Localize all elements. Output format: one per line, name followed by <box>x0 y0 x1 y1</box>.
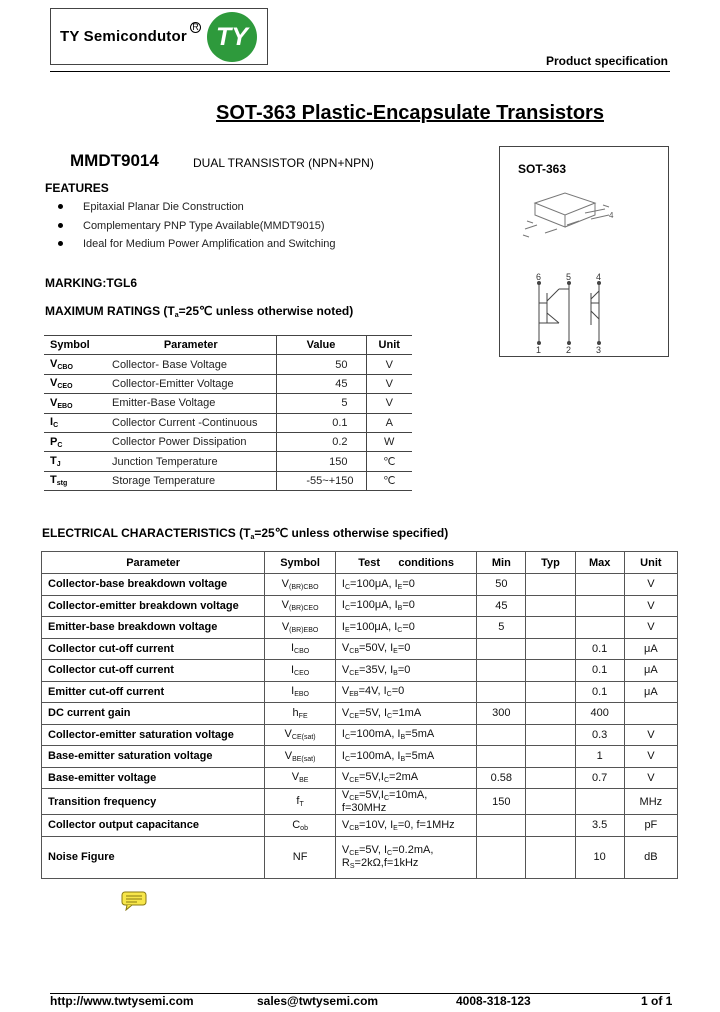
symbol-cell: $V_{(BR)CEO}$ <box>265 595 336 617</box>
table-row <box>42 660 678 682</box>
max-cell: 400 <box>575 703 624 725</box>
column-header: Min <box>477 552 526 574</box>
test-conditions-cell: $V_{CE}=35V$, $I_B=0$ <box>335 660 476 682</box>
product-specification-label: Product specification <box>545 54 668 68</box>
test-conditions-cell: $V_{CB}=10V$, $I_E=0$, f=1MHz <box>335 815 476 837</box>
typ-cell <box>526 574 575 596</box>
package-outline-icon <box>523 193 609 237</box>
unit-cell: pF <box>624 815 677 837</box>
test-conditions-cell: $I_E=100\mu A$, $I_C=0$ <box>335 617 476 639</box>
test-conditions-cell: $V_{CB}=50V$, $I_E=0$ <box>335 638 476 660</box>
unit-cell: μA <box>624 660 677 682</box>
parameter-cell: Collector output capacitance <box>42 815 265 837</box>
parameter-cell: Collector-emitter breakdown voltage <box>42 595 265 617</box>
table-row <box>42 767 678 789</box>
test-conditions-cell: $V_{CE}=5V,I_C=2mA$ <box>335 767 476 789</box>
max-cell: 0.7 <box>575 767 624 789</box>
symbol-cell: $I_{CEO}$ <box>265 660 336 682</box>
header-divider <box>50 71 670 72</box>
min-cell <box>477 681 526 703</box>
transistor-schematic-icon <box>539 283 599 345</box>
unit-cell: V <box>624 574 677 596</box>
max-cell <box>575 617 624 639</box>
table-row <box>42 638 678 660</box>
unit-cell: μA <box>624 638 677 660</box>
typ-cell <box>526 767 575 789</box>
parameter-cell: Collector-base breakdown voltage <box>42 574 265 596</box>
unit-cell: μA <box>624 681 677 703</box>
min-cell: 0.58 <box>477 767 526 789</box>
electrical-characteristics-heading: ELECTRICAL CHARACTERISTICS ($T_a=25℃$ unless otherwise specified) <box>42 526 449 541</box>
table-row: $V_{CBO}$ Collector- Base Voltage 50 V <box>44 355 412 374</box>
column-header: Typ <box>526 552 575 574</box>
table-row: $V_{CEO}$ Collector-Emitter Voltage 45 V <box>44 374 412 393</box>
min-cell: 150 <box>477 789 526 815</box>
parameter-cell: Emitter cut-off current <box>42 681 265 703</box>
max-cell: 1 <box>575 746 624 768</box>
test-conditions-cell: $V_{CE}=5V,I_C=10mA$, f=30MHz <box>335 789 476 815</box>
max-cell: 10 <box>575 836 624 878</box>
min-cell <box>477 660 526 682</box>
typ-cell <box>526 703 575 725</box>
max-cell <box>575 595 624 617</box>
column-header: Symbol <box>44 336 106 355</box>
feature-item: Complementary PNP Type Available(MMDT9015) <box>58 220 325 232</box>
symbol-cell: $V_{(BR)EBO}$ <box>265 617 336 639</box>
unit-cell: V <box>624 595 677 617</box>
test-conditions-cell: $V_{EB}=4V$, $I_C=0$ <box>335 681 476 703</box>
parameter-cell: Collector cut-off current <box>42 660 265 682</box>
footer-website-link[interactable]: http://www.twtysemi.com <box>50 994 194 1008</box>
max-cell <box>575 789 624 815</box>
column-header: Test conditions <box>335 552 476 574</box>
column-header: Unit <box>624 552 677 574</box>
feature-item: Epitaxial Planar Die Construction <box>58 201 244 213</box>
typ-cell <box>526 789 575 815</box>
max-cell: 0.1 <box>575 681 624 703</box>
typ-cell <box>526 681 575 703</box>
pin-label: 6 <box>536 272 542 282</box>
pin-label: 5 <box>566 272 572 282</box>
typ-cell <box>526 724 575 746</box>
column-header: Value <box>276 336 366 355</box>
symbol-cell: $V_{BE}$ <box>265 767 336 789</box>
test-conditions-cell: $I_C=100\mu A$, $I_B=0$ <box>335 595 476 617</box>
table-header-row <box>42 552 678 574</box>
unit-cell: V <box>624 767 677 789</box>
typ-cell <box>526 617 575 639</box>
max-cell: 0.3 <box>575 724 624 746</box>
bullet-icon <box>58 204 63 209</box>
parameter-cell: Base-emitter saturation voltage <box>42 746 265 768</box>
note-comment-icon[interactable] <box>121 891 147 911</box>
table-row <box>42 617 678 639</box>
pin-label: 3 <box>596 345 602 355</box>
table-row: $I_C$ Collector Current -Continuous 0.1 A <box>44 413 412 432</box>
column-header: Unit <box>366 336 412 355</box>
table-row <box>42 789 678 815</box>
test-conditions-cell: $I_C=100\mu A$, $I_E=0$ <box>335 574 476 596</box>
pin-label: 1 <box>536 345 542 355</box>
table-row <box>42 724 678 746</box>
pin-label: 2 <box>566 345 572 355</box>
max-cell: 0.1 <box>575 638 624 660</box>
min-cell: 5 <box>477 617 526 639</box>
table-row <box>42 746 678 768</box>
bullet-icon <box>58 241 63 246</box>
column-header: Symbol <box>265 552 336 574</box>
table-row: $P_C$ Collector Power Dissipation 0.2 W <box>44 432 412 451</box>
min-cell: 50 <box>477 574 526 596</box>
electrical-characteristics-table <box>41 551 678 879</box>
symbol-cell: $I_{CBO}$ <box>265 638 336 660</box>
max-cell: 0.1 <box>575 660 624 682</box>
package-diagram <box>505 185 665 355</box>
min-cell <box>477 638 526 660</box>
table-row: $V_{EBO}$ Emitter-Base Voltage 5 V <box>44 394 412 413</box>
registered-mark: R <box>190 22 201 33</box>
min-cell <box>477 836 526 878</box>
table-header-row <box>44 336 412 355</box>
parameter-cell: Transition frequency <box>42 789 265 815</box>
unit-cell: V <box>624 746 677 768</box>
part-number: MMDT9014 <box>70 151 159 170</box>
symbol-cell: $V_{(BR)CBO}$ <box>265 574 336 596</box>
table-row <box>42 836 678 878</box>
symbol-cell: $V_{CE(sat)}$ <box>265 724 336 746</box>
test-conditions-cell: $V_{CE}=5V$, $I_C=0.2mA$, $R_S=2k\Omega,f=1kHz$ <box>335 836 476 878</box>
min-cell <box>477 724 526 746</box>
test-conditions-cell: $I_C=100mA$, $I_B=5mA$ <box>335 724 476 746</box>
marking-code: MARKING:TGL6 <box>45 276 137 290</box>
column-header: Parameter <box>42 552 265 574</box>
footer-email-link[interactable]: sales@twtysemi.com <box>257 994 379 1008</box>
column-header: Max <box>575 552 624 574</box>
symbol-cell: $V_{BE(sat)}$ <box>265 746 336 768</box>
footer-phone: 4008-318-123 <box>456 994 531 1008</box>
features-heading: FEATURES <box>45 181 109 195</box>
part-description: DUAL TRANSISTOR (NPN+NPN) <box>193 156 374 170</box>
test-conditions-cell: $V_{CE}=5V$, $I_C=1mA$ <box>335 703 476 725</box>
table-row <box>42 681 678 703</box>
bullet-icon <box>58 223 63 228</box>
min-cell <box>477 815 526 837</box>
table-row: $T_{stg}$ Storage Temperature -55~+150 ℃ <box>44 471 412 490</box>
symbol-cell: $f_T$ <box>265 789 336 815</box>
parameter-cell: Noise Figure <box>42 836 265 878</box>
company-name: TY Semicondutor <box>60 28 187 45</box>
typ-cell <box>526 638 575 660</box>
table-row <box>42 574 678 596</box>
unit-cell: dB <box>624 836 677 878</box>
parameter-cell: Collector-emitter saturation voltage <box>42 724 265 746</box>
symbol-cell: $h_{FE}$ <box>265 703 336 725</box>
svg-text:4: 4 <box>609 211 614 220</box>
typ-cell <box>526 746 575 768</box>
unit-cell: MHz <box>624 789 677 815</box>
min-cell: 45 <box>477 595 526 617</box>
min-cell: 300 <box>477 703 526 725</box>
table-row <box>42 595 678 617</box>
symbol-cell: NF <box>265 836 336 878</box>
feature-item: Ideal for Medium Power Amplification and Switching <box>58 238 336 250</box>
unit-cell <box>624 703 677 725</box>
document-title: SOT-363 Plastic-Encapsulate Transistors <box>216 102 604 124</box>
unit-cell: V <box>624 724 677 746</box>
pin-label: 4 <box>596 272 602 282</box>
symbol-cell: $I_{EBO}$ <box>265 681 336 703</box>
table-row <box>42 703 678 725</box>
symbol-cell: $C_{ob}$ <box>265 815 336 837</box>
parameter-cell: Collector cut-off current <box>42 638 265 660</box>
table-row <box>42 815 678 837</box>
max-cell: 3.5 <box>575 815 624 837</box>
unit-cell: V <box>624 617 677 639</box>
typ-cell <box>526 836 575 878</box>
typ-cell <box>526 595 575 617</box>
package-name: SOT-363 <box>518 162 567 176</box>
parameter-cell: DC current gain <box>42 703 265 725</box>
typ-cell <box>526 660 575 682</box>
max-cell <box>575 574 624 596</box>
max-ratings-table <box>44 335 412 491</box>
footer-page-number: 1 of 1 <box>641 994 673 1008</box>
min-cell <box>477 746 526 768</box>
column-header: Parameter <box>106 336 276 355</box>
typ-cell <box>526 815 575 837</box>
max-ratings-heading: MAXIMUM RATINGS ($T_a=25℃$ unless otherwise noted) <box>45 304 354 319</box>
table-row: $T_J$ Junction Temperature 150 ℃ <box>44 452 412 471</box>
parameter-cell: Base-emitter voltage <box>42 767 265 789</box>
ty-logo-icon: TY <box>207 12 257 62</box>
parameter-cell: Emitter-base breakdown voltage <box>42 617 265 639</box>
test-conditions-cell: $I_C=100mA$, $I_B=5mA$ <box>335 746 476 768</box>
